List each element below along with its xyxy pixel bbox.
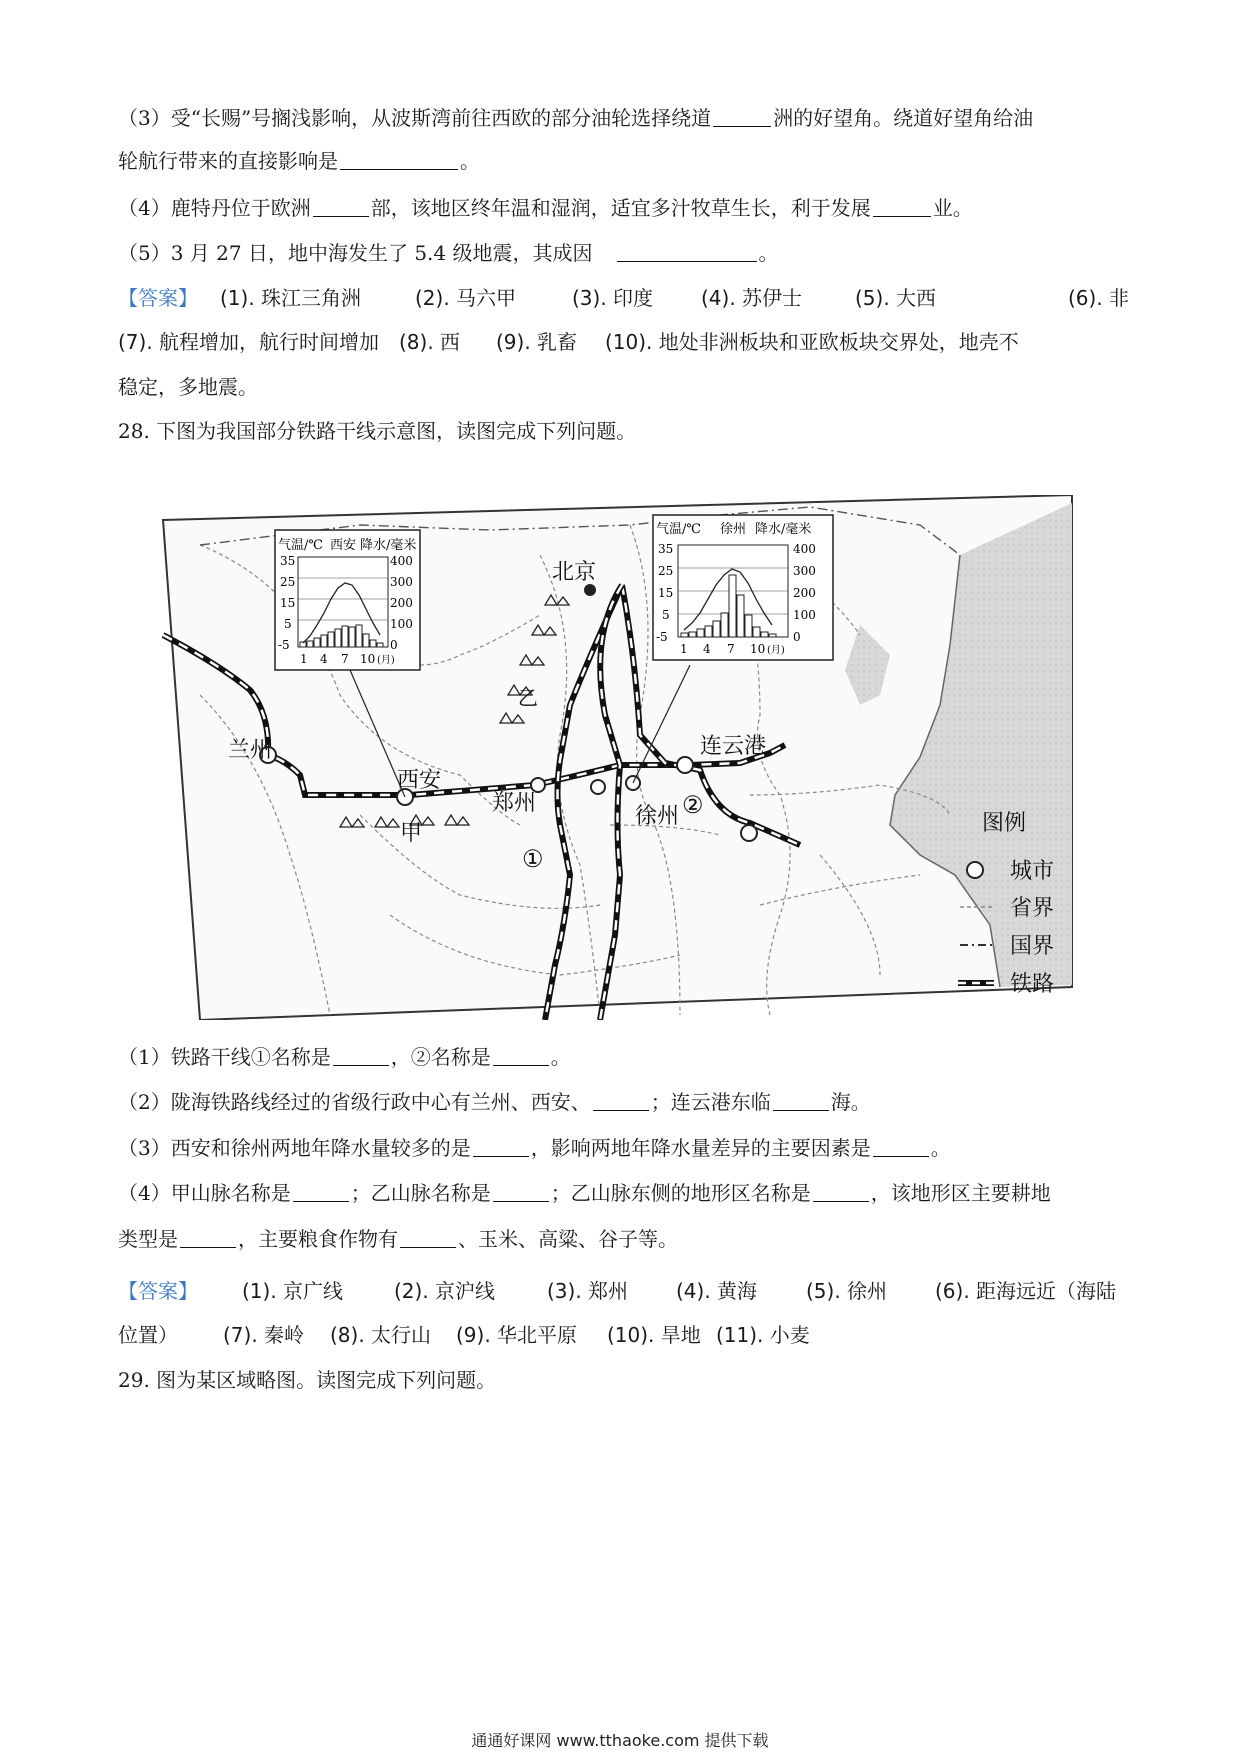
- legend-city-label: 城市: [1010, 859, 1055, 884]
- answer-blank[interactable]: [313, 196, 369, 217]
- legend-city-symbol: [967, 862, 983, 878]
- city-marker-junction: [591, 780, 605, 794]
- railway-map: [160, 495, 1080, 1020]
- legend-province-label: 省界: [1010, 896, 1055, 921]
- answer-tag: 【答案】: [118, 1279, 198, 1303]
- answer-blank[interactable]: [493, 1045, 549, 1066]
- legend-country-label: 国界: [1010, 934, 1055, 959]
- tick: 300: [793, 564, 816, 578]
- answer-blank[interactable]: [813, 1181, 869, 1202]
- city-label-xuzhou: 徐州: [635, 804, 680, 829]
- city-label-beijing: 北京: [552, 560, 597, 585]
- answer-blank[interactable]: [617, 241, 757, 262]
- answer-blank[interactable]: [180, 1227, 236, 1248]
- city-marker-lianyungang: [677, 757, 693, 773]
- tick: -5: [656, 630, 668, 644]
- tick: 100: [793, 608, 816, 622]
- q28-part4-line1: （4）甲山脉名称是 ；乙山脉名称是 ；乙山脉东侧的地形区名称是 ，该地形区主要耕地: [118, 1181, 1051, 1205]
- climate-chart-xian: [275, 530, 420, 670]
- q27-answers-line3: 稳定，多地震。: [118, 375, 258, 399]
- answer-item: (4). 黄海: [676, 1279, 758, 1303]
- answer-blank[interactable]: [293, 1181, 349, 1202]
- tick: 400: [793, 542, 816, 556]
- tick: 15: [280, 596, 296, 610]
- xian-temp-label: 气温/℃: [278, 538, 323, 553]
- answer-item: (9). 华北平原: [456, 1323, 578, 1347]
- city-label-zhengzhou: 郑州: [492, 791, 537, 816]
- tick: 25: [280, 575, 296, 589]
- tick: 5: [662, 608, 670, 622]
- xian-precip-label: 降水/毫米: [360, 538, 417, 553]
- answer-item: (10). 旱地: [607, 1323, 701, 1347]
- tick: 5: [284, 617, 292, 631]
- q28-part1: （1）铁路干线①名称是 ，②名称是 。: [118, 1045, 571, 1069]
- tick: 1: [680, 642, 688, 656]
- answer-item: (9). 乳畜: [496, 330, 578, 354]
- xuzhou-temp-label: 气温/℃: [656, 522, 701, 537]
- tick: 10: [750, 642, 766, 656]
- city-marker-zhengzhou: [531, 778, 545, 792]
- answer-item: (7). 航程增加，航行时间增加: [118, 330, 380, 354]
- q27-part3-line2: 轮航行带来的直接影响是 。: [118, 149, 480, 173]
- answer-blank[interactable]: [400, 1227, 456, 1248]
- rail-label-1: ①: [522, 845, 544, 873]
- tick: 400: [390, 554, 413, 568]
- tick: 7: [341, 652, 349, 666]
- xuzhou-city-title: 徐州: [720, 522, 747, 537]
- tick: 15: [658, 586, 674, 600]
- tick: 200: [390, 596, 413, 610]
- answer-item: 位置）: [118, 1323, 178, 1347]
- answer-blank[interactable]: [713, 106, 771, 127]
- climate-chart-xuzhou: [653, 515, 833, 660]
- answer-item: (7). 秦岭: [223, 1323, 305, 1347]
- answer-blank[interactable]: [773, 1090, 829, 1111]
- legend-railway-label: 铁路: [1010, 972, 1055, 997]
- answer-item: (6). 距海远近（海陆: [935, 1279, 1117, 1303]
- answer-blank[interactable]: [873, 1136, 929, 1157]
- q27-part4: （4）鹿特丹位于欧洲 部，该地区终年温和湿润，适宜多汁牧草生长，利于发展 业。: [118, 196, 973, 220]
- city-marker-nanjing: [741, 825, 757, 841]
- tick: -5: [278, 638, 290, 652]
- answer-item: (3). 郑州: [547, 1279, 629, 1303]
- answer-item: (2). 马六甲: [415, 286, 517, 310]
- tick: (月): [377, 655, 395, 666]
- xuzhou-precip-label: 降水/毫米: [755, 522, 812, 537]
- tick: (月): [767, 645, 785, 656]
- q27-answers-line1: [118, 283, 1128, 313]
- answer-item: (1). 京广线: [242, 1279, 344, 1303]
- tick: 10: [360, 652, 376, 666]
- xian-city-title: 西安: [330, 538, 357, 553]
- mountain-label-yi: 乙: [518, 686, 538, 710]
- answer-item: (2). 京沪线: [394, 1279, 496, 1303]
- answer-item: (11). 小麦: [716, 1323, 810, 1347]
- answer-item: (5). 徐州: [806, 1279, 888, 1303]
- legend-title: 图例: [982, 811, 1027, 836]
- answer-blank[interactable]: [493, 1181, 549, 1202]
- answer-item: (3). 印度: [572, 286, 654, 310]
- answer-item: (5). 大西: [855, 286, 937, 310]
- city-label-lianyungang: 连云港: [700, 734, 767, 759]
- q28-answers-line1: [118, 1276, 1128, 1306]
- q27-part3-line1: （3）受“长赐”号搁浅影响，从波斯湾前往西欧的部分油轮选择绕道 洲的好望角。绕道好望角给油: [118, 106, 1034, 130]
- tick: 0: [390, 638, 398, 652]
- q28-part2: （2）陇海铁路线经过的省级行政中心有兰州、西安、 ；连云港东临 海。: [118, 1090, 871, 1114]
- q28-part4-line2: 类型是 ，主要粮食作物有 、玉米、高粱、谷子等。: [118, 1227, 678, 1251]
- tick: 1: [300, 652, 308, 666]
- tick: 35: [280, 554, 296, 568]
- answer-item: (8). 太行山: [330, 1323, 432, 1347]
- mountain-label-jia: 甲: [400, 821, 423, 846]
- tick: 35: [658, 542, 674, 556]
- answer-tag: 【答案】: [118, 286, 198, 310]
- answer-item: (6). 非: [1068, 286, 1130, 310]
- answer-blank[interactable]: [593, 1090, 649, 1111]
- page-footer: 通通好课网 www.tthaoke.com 提供下载: [471, 1731, 769, 1750]
- answer-blank[interactable]: [340, 149, 458, 170]
- city-label-lanzhou: 兰州: [228, 738, 273, 763]
- tick: 4: [320, 652, 328, 666]
- answer-blank[interactable]: [873, 196, 931, 217]
- tick: 100: [390, 617, 413, 631]
- q28-part3: （3）西安和徐州两地年降水量较多的是 ，影响两地年降水量差异的主要因素是 。: [118, 1136, 951, 1160]
- tick: 25: [658, 564, 674, 578]
- tick: 200: [793, 586, 816, 600]
- q28-title: 28. 下图为我国部分铁路干线示意图，读图完成下列问题。: [118, 419, 637, 443]
- answer-blank[interactable]: [333, 1045, 389, 1066]
- q27-part5: （5）3 月 27 日，地中海发生了 5.4 级地震，其成因 。: [118, 241, 779, 265]
- city-label-xian: 西安: [397, 768, 442, 793]
- rail-label-2: ②: [682, 791, 704, 819]
- answer-item: (1). 珠江三角洲: [220, 286, 362, 310]
- tick: 7: [727, 642, 735, 656]
- answer-blank[interactable]: [473, 1136, 529, 1157]
- tick: 300: [390, 575, 413, 589]
- answer-item: (8). 西: [399, 330, 461, 354]
- answer-item: (4). 苏伊士: [701, 286, 803, 310]
- q29-title: 29. 图为某区域略图。读图完成下列问题。: [118, 1368, 497, 1392]
- tick: 0: [793, 630, 801, 644]
- answer-item: (10). 地处非洲板块和亚欧板块交界处，地壳不: [605, 330, 1019, 354]
- city-marker-beijing: [585, 585, 595, 595]
- tick: 4: [703, 642, 711, 656]
